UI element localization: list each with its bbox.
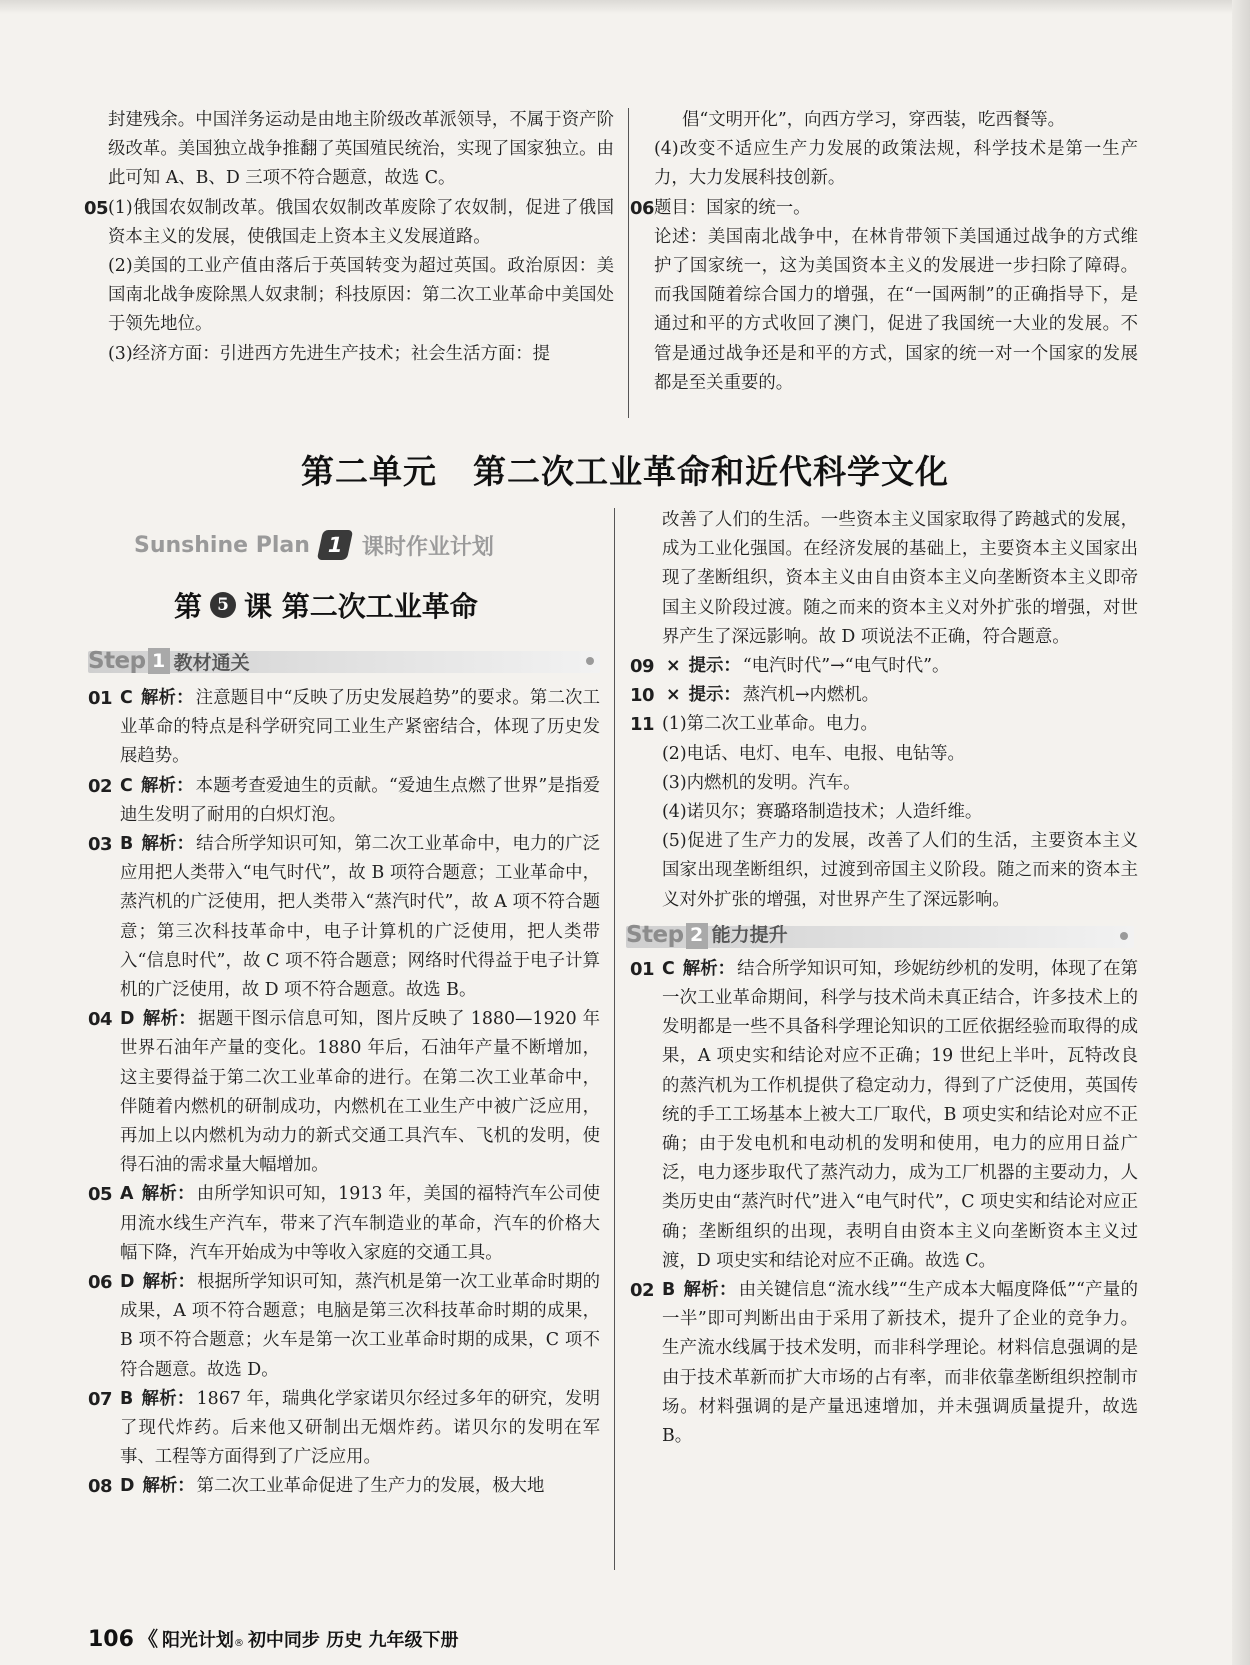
answer-body [662, 955, 1138, 1276]
banner-badge: 1 [317, 530, 353, 560]
analysis-text: 结合所学知识可知，珍妮纺纱机的发明，体现了在第一次工业革命期间，科学与技术尚未真正结合，许多技术上的发明都是一些不具备科学理论知识的工匠依据经验而取得的成果，A 项史实和结论对应不正确；19 世纪上半叶，瓦特改良的蒸汽机为工作机提供了稳定动力，得到了广泛使用，英国传统的手工工场基本上被大工厂取代，B 项史实和结论对应不正确；由于发电机和电动机的发明和使用，电力的应用日益广泛，电力逐步取代了蒸汽动力，成为工厂机器的主要动力，人类历史由“蒸汽时代”进入“电气时代”，C 项史实和结论对应正确；垄断组织的出现，表明自由资本主义向垄断资本主义过渡，D 项史实和结论对应不正确。故选 C。 [662, 958, 1138, 1271]
analysis-text: 1867 年，瑞典化学家诺贝尔经过多年的研究，发明了现代炸药。后来他又研制出无烟炸药。诺贝尔的发明在军事、工程等方面得到了广泛应用。 [120, 1388, 600, 1468]
analysis-tag: 解析： [142, 1009, 197, 1030]
analysis-tag: 解析： [141, 1184, 195, 1205]
answer-body [666, 652, 1138, 681]
question-number: 03 [88, 834, 113, 856]
essay-argument: 论述：美国南北战争中，在林肯带领下美国通过战争的方式维护了国家统一，这为美国资本主义的发展进一步扫除了障碍。而我国随着综合国力的增强，在“一国两制”的正确指导下，是通过和平的方式收回了澳门，促进了我国统一大业的发展。不管是通过战争还是和平的方式，国家的统一对一个国家的发展都是至关重要的。 [654, 226, 1138, 393]
answer-mark: × [666, 656, 681, 677]
sub-answer-3: (3)内燃机的发明。汽车。 [662, 772, 861, 793]
answer-letter: C [120, 775, 133, 796]
answer-body [662, 1276, 1138, 1451]
banner-english: Sunshine Plan [134, 532, 310, 558]
question-number: 10 [630, 685, 655, 707]
analysis-tag: 解析： [140, 688, 194, 708]
column-divider-top [628, 108, 629, 418]
analysis-tag: 解析： [683, 1280, 737, 1301]
answer-letter: D [120, 1009, 135, 1030]
sub-answer-4: (4)改变不适应生产力发展的政策法规，科学技术是第一生产力，大力发展科技创新。 [654, 139, 1138, 189]
answer-letter: B [120, 834, 134, 855]
step-word: Step [88, 648, 146, 674]
answer-letter: B [662, 1280, 676, 1301]
sunshine-plan-banner [134, 527, 494, 563]
answer-body [654, 194, 1138, 398]
page-footer [88, 1623, 458, 1652]
step1-answer-list [88, 684, 600, 1502]
banner-chinese: 课时作业计划 [361, 534, 494, 560]
step2-answer-list [630, 955, 1138, 1451]
analysis-text: 由所学知识可知，1913 年，美国的福特汽车公司使用流水线生产汽车，带来了汽车制造业的革命，汽车的价格大幅下降，汽车开始成为中等收入家庭的交通工具。 [120, 1184, 600, 1263]
answer-item [88, 684, 600, 772]
question-number: 05 [88, 1184, 113, 1206]
page-number: 106 [88, 1627, 134, 1652]
step-word: Step [626, 922, 684, 949]
answer-item [630, 1276, 1138, 1451]
question-number: 01 [88, 688, 113, 709]
analysis-text: 据题干图示信息可知，图片反映了 1880—1920 年世界石油年产量的变化。1880 年后，石油年产量不断增加，这主要得益于第二次工业革命的进行。在第二次工业革命中，伴随着内燃机的研制成功，内燃机在工业生产中被广泛应用，再加上以内燃机为动力的新式交通工具汽车、飞机的发明，使得石油的需求量大幅增加。 [120, 1009, 600, 1176]
answer-item [88, 1385, 600, 1473]
step-title: 教材通关 [173, 651, 250, 674]
answer-item [88, 1005, 600, 1180]
answer-body [120, 1180, 600, 1268]
unit-name: 第二次工业革命和近代科学文化 [473, 452, 949, 491]
bottom-left-column [88, 684, 600, 1502]
analysis-tag: 解析： [140, 775, 194, 796]
question-number: 06 [630, 197, 655, 219]
answer-body [666, 681, 1138, 710]
analysis-text: 由关键信息“流水线”“生产成本大幅度降低”“产量的一半”即可判断出由于采用了新技术，提升了企业的竞争力。生产流水线属于技术发明，而非科学理论。材料信息强调的是由于技术革新而扩大市场的占有率，而非依靠垄断组织控制市场。材料强调的是产量迅速增加，并未强调质量提升，故选 B。 [662, 1280, 1138, 1447]
sub-answer-1: (1)第二次工业革命。电力。 [662, 714, 878, 735]
scan-top-shadow [0, 0, 1250, 14]
unit-number: 第二单元 [301, 452, 437, 491]
analysis-text: 根据所学知识可知，蒸汽机是第一次工业革命时期的成果，A 项不符合题意；电脑是第三次科技革命时期的成果，B 项不符合题意；火车是第一次工业革命时期的成果，C 项不符合题意。故选 D。 [120, 1272, 600, 1380]
hint-text: “电汽时代”→“电气时代”。 [742, 656, 950, 677]
question-number: 01 [630, 958, 655, 980]
essay-topic: 题目：国家的统一。 [654, 197, 811, 218]
answer-body [662, 710, 1138, 914]
sub-answer-2: (2)电话、电灯、电车、电报、电钻等。 [662, 743, 965, 764]
answer-body [120, 830, 600, 1005]
analysis-tag: 解析： [682, 958, 736, 979]
answer-06 [630, 194, 1138, 398]
lesson-number-circle: 5 [210, 592, 236, 618]
answer-item [630, 955, 1138, 1276]
hint-tag: 提示： [688, 685, 741, 706]
answer-body [120, 772, 600, 830]
book-title: 初中同步 历史 九年级下册 [247, 1630, 459, 1651]
answer-mark: × [666, 685, 681, 706]
lesson-title [174, 585, 478, 625]
answer-body [120, 1385, 600, 1473]
question-number: 05 [84, 197, 109, 219]
answer-05 [84, 194, 614, 369]
hint-text: 蒸汽机→内燃机。 [742, 685, 880, 706]
answer-letter: D [120, 1476, 135, 1497]
question-number: 04 [88, 1009, 113, 1031]
continued-paragraph: 改善了人们的生活。一些资本主义国家取得了跨越式的发展，成为工业化强国。在经济发展的基础上，主要资本主义国家出现了垄断组织，资本主义由自由资本主义向垄断资本主义即帝国主义阶段过渡。随之而来的资本主义对外扩张的增强，对世界产生了深远影响。故 D 项说法不正确，符合题意。 [662, 510, 1138, 647]
answer-item [88, 1472, 600, 1501]
analysis-tag: 解析： [142, 1272, 196, 1293]
analysis-text: 结合所学知识可知，第二次工业革命中，电力的广泛应用把人类带入“电气时代”，故 B 项符合题意；工业革命中，蒸汽机的广泛使用，把人类带入“蒸汽时代”，故 A 项不符合题意；第三次科技革命中，电子计算机的广泛使用，把人类带入“信息时代”，故 C 项不符合题意；网络时代得益于电子计算机的广泛使用，故 D 项不符合题意。故选 B。 [120, 834, 600, 1001]
answer-letter: D [120, 1272, 135, 1293]
answer-item [88, 1268, 600, 1385]
answer-item [88, 772, 600, 830]
step-dot-icon [1120, 932, 1128, 940]
sub-answer-4: (4)诺贝尔；赛璐珞制造技术；人造纤维。 [662, 802, 983, 823]
answer-11 [630, 710, 1138, 914]
question-number: 06 [88, 1272, 113, 1294]
analysis-tag: 解析： [142, 1476, 195, 1497]
question-number: 07 [88, 1388, 113, 1410]
analysis-text: 注意题目中“反映了历史发展趋势”的要求。第二次工业革命的特点是科学研究同工业生产紧密结合，体现了历史发展趋势。 [120, 688, 600, 767]
answer-body [120, 684, 600, 772]
answer-letter: C [120, 688, 133, 708]
analysis-tag: 解析： [141, 834, 195, 855]
sub-answer-2: (2)美国的工业产值由落后于英国转变为超过英国。政治原因：美国南北战争废除黑人奴隶制；科技原因：第二次工业革命中美国处于领先地位。 [108, 256, 614, 335]
answer-10 [630, 681, 1138, 710]
brand-name: 阳光计划 [161, 1630, 234, 1651]
sub-answer-5: (5)促进了生产力的发展，改善了人们的生活，主要资本主义国家出现垄断组织，过渡到帝国主义阶段。随之而来的资本主义对外扩张的增强，对世界产生了深远影响。 [662, 831, 1138, 910]
analysis-text: 第二次工业革命促进了生产力的发展，极大地 [196, 1476, 545, 1497]
continued-paragraph: 封建残余。中国洋务运动是由地主阶级改革派领导，不属于资产阶级改革。美国独立战争推翻了英国殖民统治，实现了国家独立。由此可知 A、B、D 三项不符合题意，故选 C。 [108, 110, 614, 189]
question-number: 08 [88, 1476, 113, 1498]
answer-09 [630, 652, 1138, 681]
answer-body [108, 194, 614, 369]
step-number: 2 [686, 923, 708, 949]
sub-answer-3: (3)经济方面：引进西方先进生产技术；社会生活方面：提 [108, 343, 551, 364]
question-number: 09 [630, 656, 655, 678]
answer-body [120, 1268, 600, 1385]
answer-body [120, 1472, 600, 1501]
page-edge [1232, 0, 1250, 1665]
question-number: 02 [630, 1280, 655, 1302]
registered-mark: ® [233, 1638, 244, 1649]
answer-letter: B [120, 1388, 134, 1409]
lesson-prefix: 第 [174, 590, 203, 623]
question-number: 11 [630, 714, 655, 736]
lesson-name: 课 第二次工业革命 [244, 590, 478, 623]
step2-heading [626, 921, 1134, 951]
analysis-tag: 解析： [141, 1388, 195, 1409]
chevron-left-icon: 《 [137, 1627, 158, 1651]
step-title: 能力提升 [711, 924, 788, 947]
answer-body [120, 1005, 600, 1180]
answer-item [88, 1180, 600, 1268]
answer-letter: C [662, 958, 675, 979]
column-divider-bottom [614, 508, 615, 1570]
step-number: 1 [148, 648, 170, 674]
step-dot-icon [586, 657, 594, 665]
step1-heading [88, 646, 600, 676]
sub-answer-1: (1)俄国农奴制改革。俄国农奴制改革废除了农奴制，促进了俄国资本主义的发展，使俄国走上资本主义发展道路。 [108, 197, 614, 247]
bottom-right-column [626, 506, 1138, 1451]
continued-line: 倡“文明开化”，向西方学习，穿西装，吃西餐等。 [682, 110, 1065, 130]
top-left-column [84, 106, 614, 369]
top-right-column [630, 106, 1138, 398]
unit-title [0, 446, 1250, 493]
hint-tag: 提示： [688, 656, 741, 677]
question-number: 02 [88, 775, 113, 797]
answer-item [88, 830, 600, 1005]
answer-letter: A [120, 1184, 134, 1205]
analysis-text: 本题考查爱迪生的贡献。“爱迪生点燃了世界”是指爱迪生发明了耐用的白炽灯泡。 [120, 775, 600, 825]
